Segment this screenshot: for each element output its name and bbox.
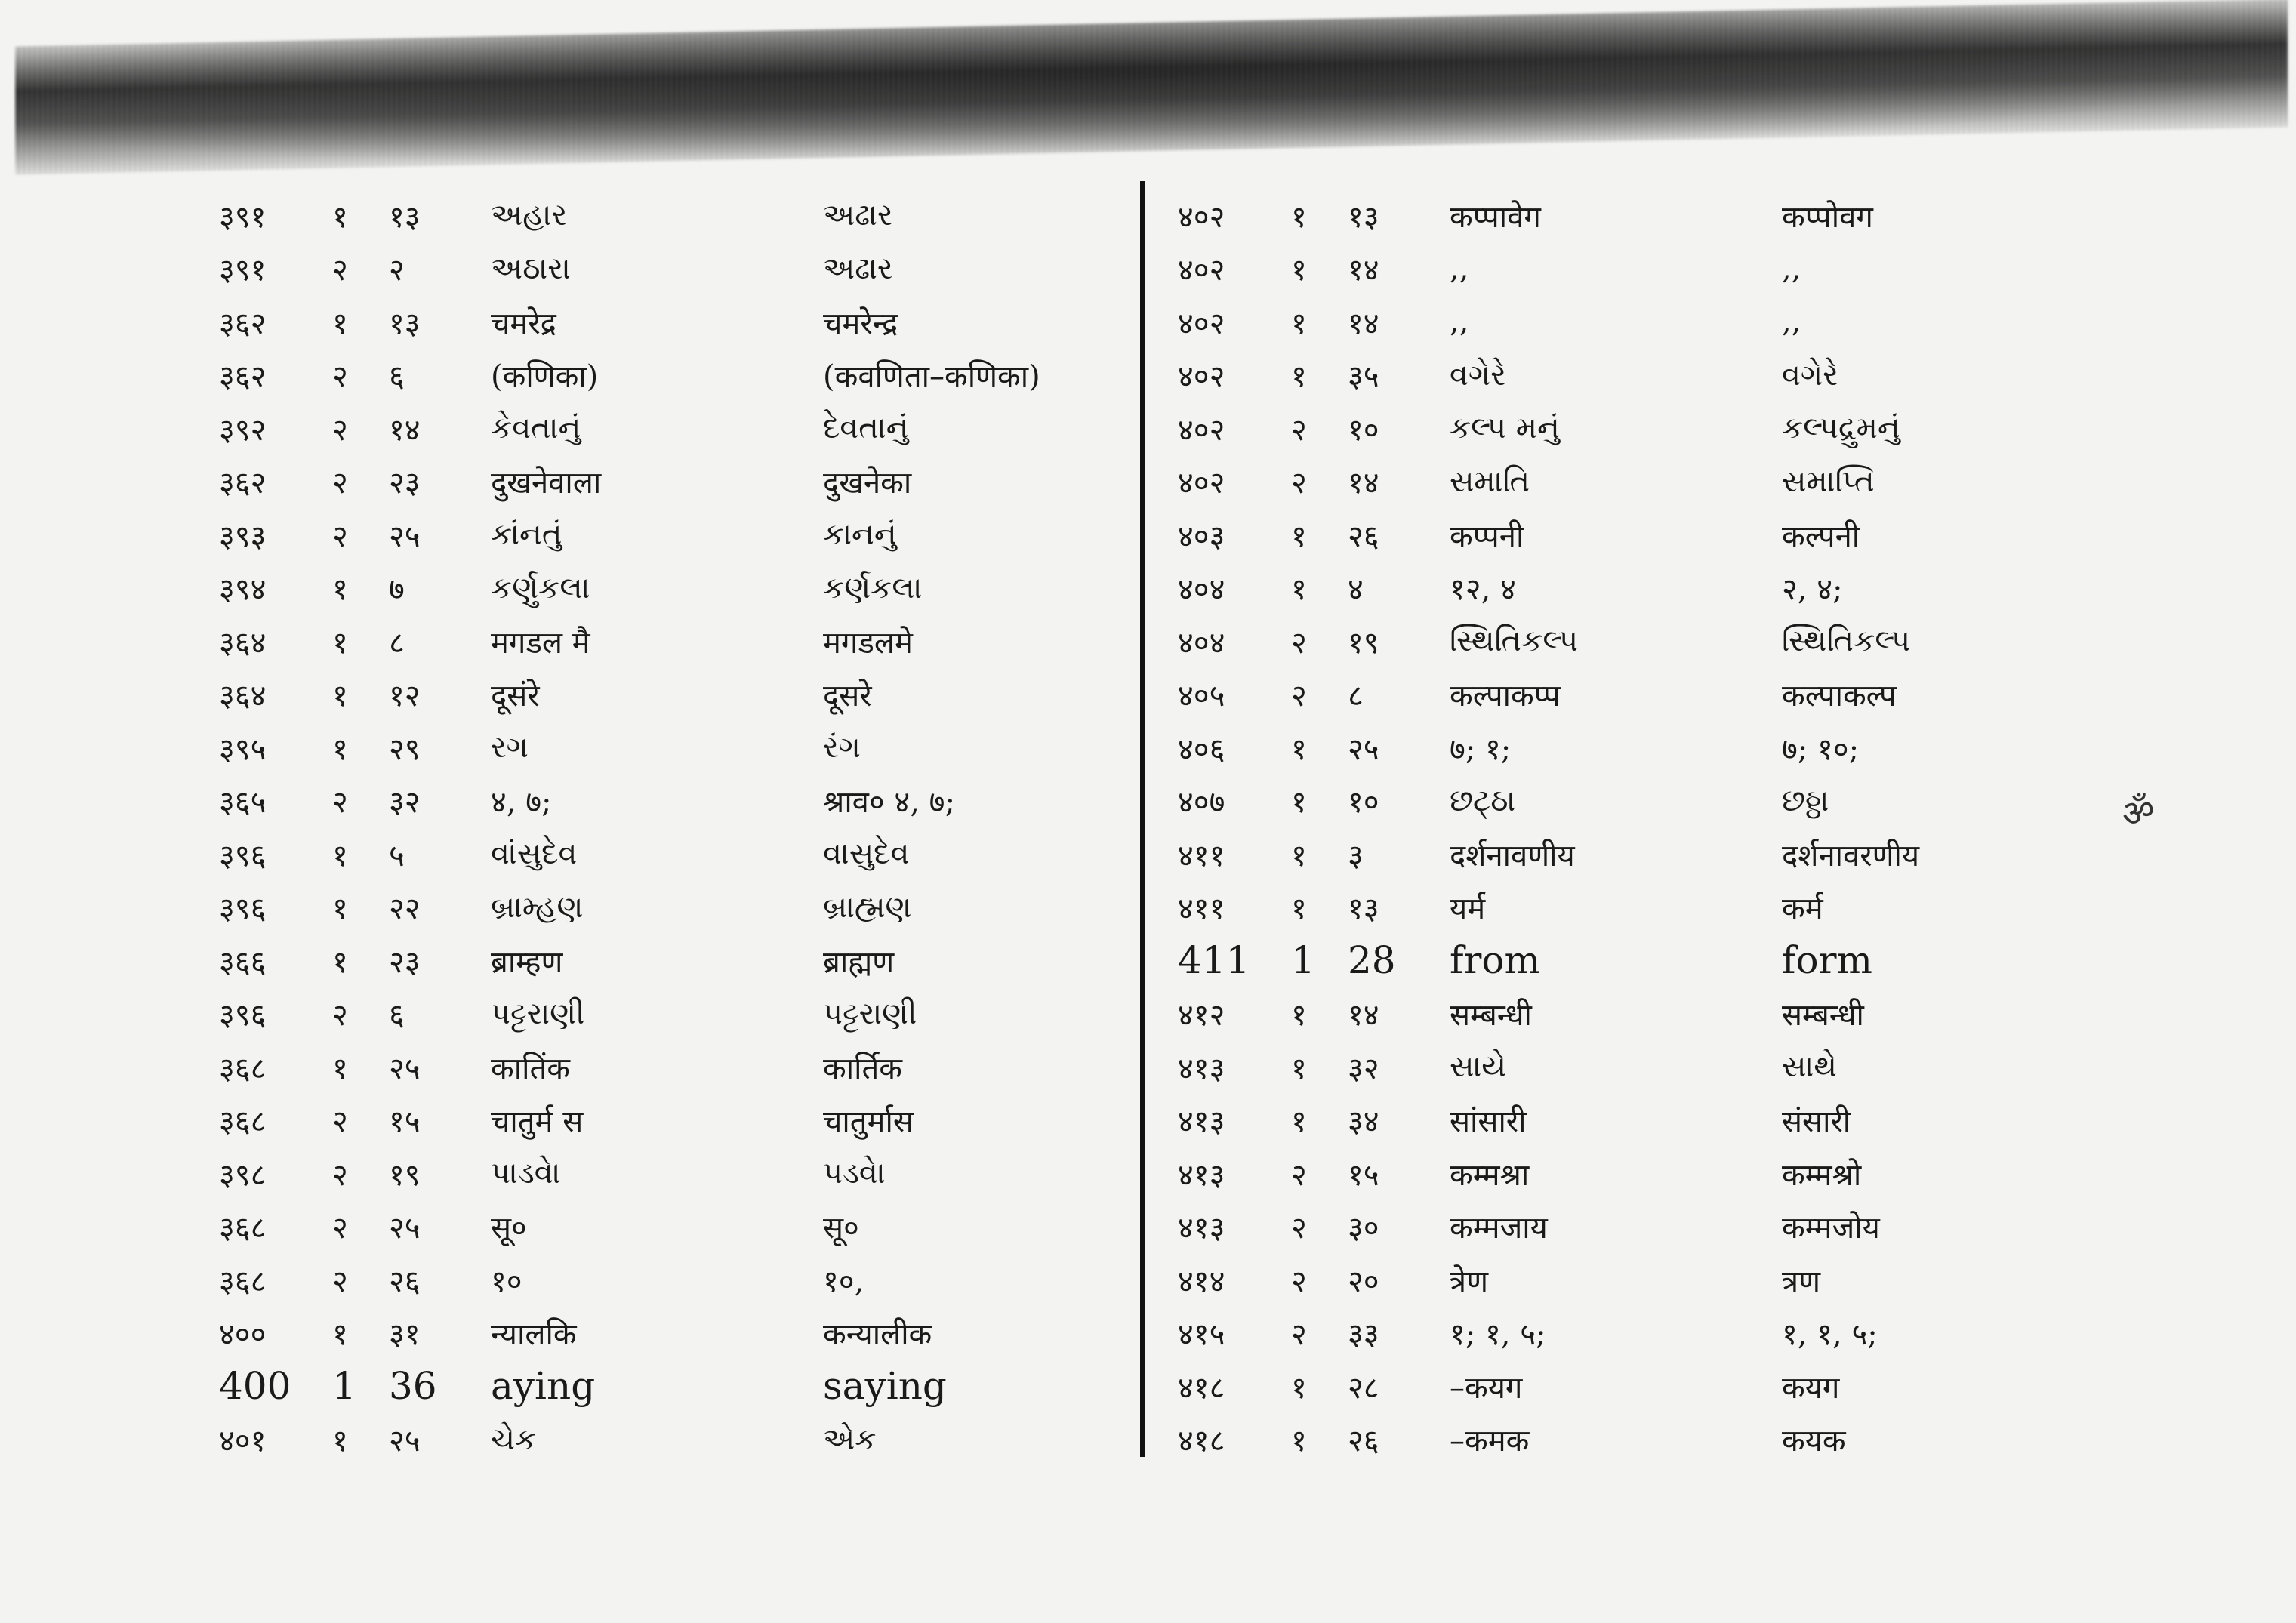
incorrect-text: न्यालकि [491,1317,577,1353]
corrected-text: कल्पनी [1782,519,1860,554]
incorrect-text: चातुर्म स [491,1104,584,1140]
errata-row [219,1094,1110,1147]
page-number: 400 [219,1364,291,1409]
page-number: ३६४ [219,679,267,714]
column-number: १ [1291,1370,1307,1406]
column-divider [1140,181,1145,1457]
corrected-text: દેવતાનું [823,411,909,446]
incorrect-text: કલ્પ મનું [1450,411,1560,446]
page-number: ३९३ [219,519,267,554]
incorrect-text: मगडल मै [491,625,590,661]
page-number: ४१४ [1178,1264,1225,1299]
line-number: ३५ [1348,359,1379,395]
errata-row [219,189,1110,242]
corrected-text: કર્ણકલા [823,570,923,605]
column-number: १ [1291,998,1307,1033]
incorrect-text: કાંનતું [491,517,562,553]
incorrect-text: ७; १; [1450,731,1512,767]
incorrect-text: दूसंरे [491,679,540,714]
errata-row [1178,242,1948,296]
errata-row [219,721,1110,775]
corrected-text: दूसरे [823,679,872,714]
column-number: २ [332,359,348,395]
column-number: १ [332,1051,348,1086]
column-number: १ [1291,1051,1307,1086]
column-number: १ [1291,519,1307,554]
line-number: २५ [389,1424,421,1459]
page-number: ३६८ [219,1051,267,1086]
line-number: ३४ [1348,1104,1379,1140]
line-number: १४ [1348,306,1379,341]
scan-shadow-band [15,0,2288,175]
line-number: ३० [1348,1211,1379,1246]
page-number: ४१३ [1178,1157,1225,1193]
corrected-text: પડવેા [823,1156,886,1191]
corrected-text: રંગ [823,730,861,765]
line-number: १४ [1348,998,1379,1033]
incorrect-text: અહાર [491,198,568,233]
incorrect-text: कम्मजाय [1450,1211,1548,1246]
line-number: ५ [389,838,405,873]
line-number: ६ [389,359,405,395]
column-number: १ [332,731,348,767]
line-number: २५ [389,519,421,554]
corrected-text: कल्पाकल्प [1782,679,1897,714]
incorrect-text: ચેક [491,1421,537,1457]
errata-row [219,614,1110,668]
column-number: १ [332,838,348,873]
line-number: ४ [1348,572,1364,608]
column-number: १ [1291,306,1307,341]
column-number: १ [1291,1424,1307,1459]
line-number: ८ [1348,679,1364,714]
errata-row [219,668,1110,722]
line-number: १४ [1348,466,1379,501]
line-number: २६ [389,1264,421,1299]
errata-row [1178,987,1948,1041]
column-number: २ [1291,412,1307,448]
page-number: ३६२ [219,466,267,501]
errata-row [219,987,1110,1041]
errata-row [219,1147,1110,1200]
incorrect-text: aying [491,1364,596,1409]
corrected-text: ,, [1782,304,1801,340]
incorrect-text: सांसारी [1450,1104,1527,1140]
column-number: 1 [1291,938,1315,983]
line-number: ३३ [1348,1317,1379,1353]
line-number: २३ [389,466,421,501]
incorrect-text: બ્રામ્હણ [491,889,584,925]
corrected-text: संसारी [1782,1104,1851,1140]
column-number: १ [1291,838,1307,873]
incorrect-text: दुखनेवाला [491,466,602,501]
column-number: १ [332,306,348,341]
incorrect-text: कम्मश्रा [1450,1157,1530,1193]
line-number: ३ [1348,838,1364,873]
page-number: ४१३ [1178,1104,1225,1140]
corrected-text: વગેરે [1782,357,1838,393]
line-number: ६ [389,998,405,1033]
page-number: ४१२ [1178,998,1225,1033]
page-number: ३९१ [219,199,267,235]
line-number: २३ [389,944,421,980]
incorrect-text: અઠારા [491,251,571,286]
page-number: ४१८ [1178,1370,1225,1406]
column-number: २ [332,253,348,288]
errata-row [219,1040,1110,1094]
corrected-text: कयग [1782,1370,1840,1406]
page-number: ३६८ [219,1211,267,1246]
errata-row [1178,775,1948,828]
corrected-text: कम्मजोय [1782,1211,1880,1246]
page-number: ४११ [1178,892,1225,927]
line-number: २५ [389,1051,421,1086]
errata-row [1178,1094,1948,1147]
column-number: १ [332,572,348,608]
errata-row [219,295,1110,349]
incorrect-text: ,, [1450,251,1469,286]
errata-row [1178,1360,1948,1413]
column-number: २ [332,1157,348,1193]
page-number: ४०२ [1178,199,1225,235]
line-number: १९ [1348,625,1379,661]
column-number: २ [1291,466,1307,501]
corrected-text: saying [823,1364,947,1409]
errata-row [1178,1253,1948,1307]
errata-row [1178,349,1948,402]
line-number: १० [1348,412,1379,448]
page-number: ४०७ [1178,785,1225,821]
errata-row [1178,1413,1948,1467]
incorrect-text: त्रेण [1450,1264,1488,1299]
column-number: २ [332,519,348,554]
errata-row [1178,508,1948,562]
corrected-text: પટ્ટરાણી [823,996,917,1031]
errata-row [219,881,1110,935]
line-number: ७ [389,572,405,608]
errata-row [1178,614,1948,668]
column-number: २ [332,466,348,501]
errata-row [219,1253,1110,1307]
corrected-text: (कवणिता–कणिका) [823,359,1040,395]
page-number: ४०२ [1178,306,1225,341]
column-number: १ [1291,253,1307,288]
incorrect-text: પટ્ટરાણી [491,996,585,1031]
line-number: २० [1348,1264,1379,1299]
errata-row [219,1307,1110,1360]
page-number: ४०४ [1178,572,1225,608]
corrected-text: એક [823,1421,877,1457]
errata-row [1178,1307,1948,1360]
errata-row [219,455,1110,509]
line-number: २६ [1348,1424,1379,1459]
line-number: 28 [1348,938,1396,983]
incorrect-text: सू० [491,1211,527,1246]
column-number: २ [332,998,348,1033]
corrected-text: સ્થિતિકલ્પ [1782,624,1911,659]
page-number: ३९८ [219,1157,267,1193]
errata-row [1178,881,1948,935]
column-number: १ [332,679,348,714]
corrected-text: सू० [823,1211,859,1246]
corrected-text: कप्पोवग [1782,199,1873,235]
column-number: २ [1291,1317,1307,1353]
line-number: ३१ [389,1317,421,1353]
page-number: ४०४ [1178,625,1225,661]
page-number: ३६६ [219,944,267,980]
page-number: ३९६ [219,892,267,927]
corrected-text: અઢાર [823,198,893,233]
corrected-text: दर्शनावरणीय [1782,838,1920,873]
errata-row [219,1360,1110,1413]
line-number: ३२ [1348,1051,1379,1086]
corrected-text: दुखनेका [823,466,912,501]
line-number: 36 [389,1364,437,1409]
column-number: २ [1291,625,1307,661]
errata-row [1178,1200,1948,1254]
errata-row [1178,402,1948,455]
page-number: ४०५ [1178,679,1225,714]
corrected-text: २, ४; [1782,572,1843,608]
errata-row [1178,934,1948,987]
column-number: २ [332,1211,348,1246]
incorrect-text: १; १, ५; [1450,1317,1546,1353]
errata-left-column [219,189,1110,1466]
column-number: १ [332,892,348,927]
errata-row [219,242,1110,296]
column-number: २ [1291,1157,1307,1193]
incorrect-text: ४, ७; [491,785,552,821]
column-number: १ [332,625,348,661]
column-number: १ [1291,199,1307,235]
corrected-text: कयक [1782,1424,1846,1459]
corrected-text: सम्बन्धी [1782,998,1864,1033]
incorrect-text: સ્થિતિકલ્પ [1450,624,1579,659]
errata-row [1178,455,1948,509]
page-number: ३६८ [219,1264,267,1299]
line-number: १३ [389,306,421,341]
line-number: २५ [389,1211,421,1246]
incorrect-text: સાયે [1450,1049,1506,1085]
incorrect-text: છટ્ઠા [1450,783,1516,818]
corrected-text: त्रण [1782,1264,1820,1299]
errata-row [219,775,1110,828]
column-number: २ [1291,1211,1307,1246]
errata-right-column [1178,189,1948,1466]
incorrect-text: કેવતાનું [491,411,581,446]
errata-row [1178,1147,1948,1200]
column-number: २ [332,785,348,821]
corrected-text: चमरेन्द्र [823,306,898,341]
page-number: ४११ [1178,838,1225,873]
column-number: २ [332,1264,348,1299]
incorrect-text: दर्शनावणीय [1450,838,1575,873]
errata-row [219,934,1110,987]
line-number: १५ [1348,1157,1379,1193]
incorrect-text: રગ [491,730,529,765]
corrected-text: १, १, ५; [1782,1317,1878,1353]
margin-mark: ॐ [2116,787,2160,837]
corrected-text: બ્રાહ્મણ [823,889,912,925]
corrected-text: સમાપ્તિ [1782,463,1875,499]
line-number: १४ [1348,253,1379,288]
incorrect-text: વગેરે [1450,357,1506,393]
column-number: १ [1291,892,1307,927]
incorrect-text: સમાતિ [1450,463,1530,499]
corrected-text: સાથે [1782,1049,1837,1085]
corrected-text: कार्तिक [823,1051,902,1086]
page-number: ४०६ [1178,731,1225,767]
column-number: १ [332,199,348,235]
corrected-text: છઠ્ઠા [1782,783,1829,818]
column-number: १ [1291,785,1307,821]
page-number: ४१८ [1178,1424,1225,1459]
page-number: ३६४ [219,625,267,661]
incorrect-text: १० [491,1264,522,1299]
line-number: १३ [389,199,421,235]
column-number: १ [1291,1104,1307,1140]
corrected-text: १०, [823,1264,864,1299]
line-number: १० [1348,785,1379,821]
corrected-text: कम्मश्रो [1782,1157,1862,1193]
page-number: ४०१ [219,1424,267,1459]
page-number: ४१५ [1178,1317,1225,1353]
incorrect-text: from [1450,938,1540,983]
page-number: ४१३ [1178,1211,1225,1246]
incorrect-text: कप्पावेग [1450,199,1541,235]
page-number: ३६५ [219,785,267,821]
corrected-text: ,, [1782,251,1801,286]
errata-row [219,349,1110,402]
page-number: ३९५ [219,731,267,767]
errata-row [1178,189,1948,242]
line-number: १२ [389,679,421,714]
incorrect-text: કર્ણુકલા [491,570,590,605]
incorrect-text: चमरेद्र [491,306,556,341]
incorrect-text: –कमक [1450,1424,1530,1459]
corrected-text: श्राव० ४, ७; [823,785,955,821]
corrected-text: વાસુદેવ [823,836,910,872]
page-number: 411 [1178,938,1250,983]
incorrect-text: कातिंक [491,1051,570,1086]
corrected-text: मगडलमे [823,625,913,661]
errata-row [1178,295,1948,349]
incorrect-text: ,, [1450,304,1469,340]
column-number: २ [332,412,348,448]
errata-row [219,508,1110,562]
page-number: ४०२ [1178,359,1225,395]
corrected-text: कन्यालीक [823,1317,932,1353]
line-number: १३ [1348,199,1379,235]
corrected-text: અઢાર [823,251,893,286]
page-number: ४०२ [1178,466,1225,501]
column-number: १ [332,1317,348,1353]
errata-row [1178,1040,1948,1094]
page-number: ३६२ [219,306,267,341]
incorrect-text: सम्बन्धी [1450,998,1532,1033]
incorrect-text: यर्म [1450,892,1486,927]
line-number: २ [389,253,405,288]
page-number: ३९१ [219,253,267,288]
errata-row [1178,827,1948,881]
errata-row [1178,562,1948,615]
incorrect-text: પાડવેા [491,1156,561,1191]
column-number: १ [1291,359,1307,395]
line-number: २६ [1348,519,1379,554]
incorrect-text: ब्राम्हण [491,944,563,980]
incorrect-text: कप्पनी [1450,519,1524,554]
corrected-text: चातुर्मास [823,1104,914,1140]
line-number: १३ [1348,892,1379,927]
corrected-text: કલ્પદ્રુમનું [1782,411,1900,446]
errata-row [219,1413,1110,1467]
column-number: १ [332,944,348,980]
errata-row [219,827,1110,881]
column-number: २ [332,1104,348,1140]
page-number: ३६८ [219,1104,267,1140]
corrected-text: form [1782,938,1872,983]
corrected-text: કાનનું [823,517,897,553]
column-number: १ [1291,731,1307,767]
page-number: ४०३ [1178,519,1225,554]
incorrect-text: कल्पाकप्प [1450,679,1561,714]
errata-row [219,1200,1110,1254]
line-number: २५ [1348,731,1379,767]
page-number: ४०२ [1178,253,1225,288]
line-number: २२ [389,892,421,927]
page-number: ३९४ [219,572,267,608]
column-number: २ [1291,1264,1307,1299]
line-number: २८ [1348,1370,1379,1406]
corrected-text: ७; १०; [1782,731,1860,767]
errata-row [1178,721,1948,775]
incorrect-text: १२, ४ [1450,572,1516,608]
column-number: १ [332,1424,348,1459]
incorrect-text: વાંસુદેવ [491,836,578,872]
column-number: १ [1291,572,1307,608]
line-number: १४ [389,412,421,448]
column-number: 1 [332,1364,356,1409]
corrected-text: कर्म [1782,892,1823,927]
page-number: ४०२ [1178,412,1225,448]
incorrect-text: –कयग [1450,1370,1523,1406]
page-number: ३९६ [219,838,267,873]
line-number: २९ [389,731,421,767]
line-number: ३२ [389,785,421,821]
line-number: ८ [389,625,405,661]
incorrect-text: (कणिका) [491,359,599,395]
errata-row [219,562,1110,615]
page-number: ३९६ [219,998,267,1033]
column-number: २ [1291,679,1307,714]
errata-row [219,402,1110,455]
page-number: ३६२ [219,359,267,395]
page-number: ३९२ [219,412,267,448]
page-number: ४१३ [1178,1051,1225,1086]
corrected-text: ब्राह्मण [823,944,895,980]
page-number: ४०० [219,1317,267,1353]
line-number: १५ [389,1104,421,1140]
errata-row [1178,668,1948,722]
line-number: १९ [389,1157,421,1193]
